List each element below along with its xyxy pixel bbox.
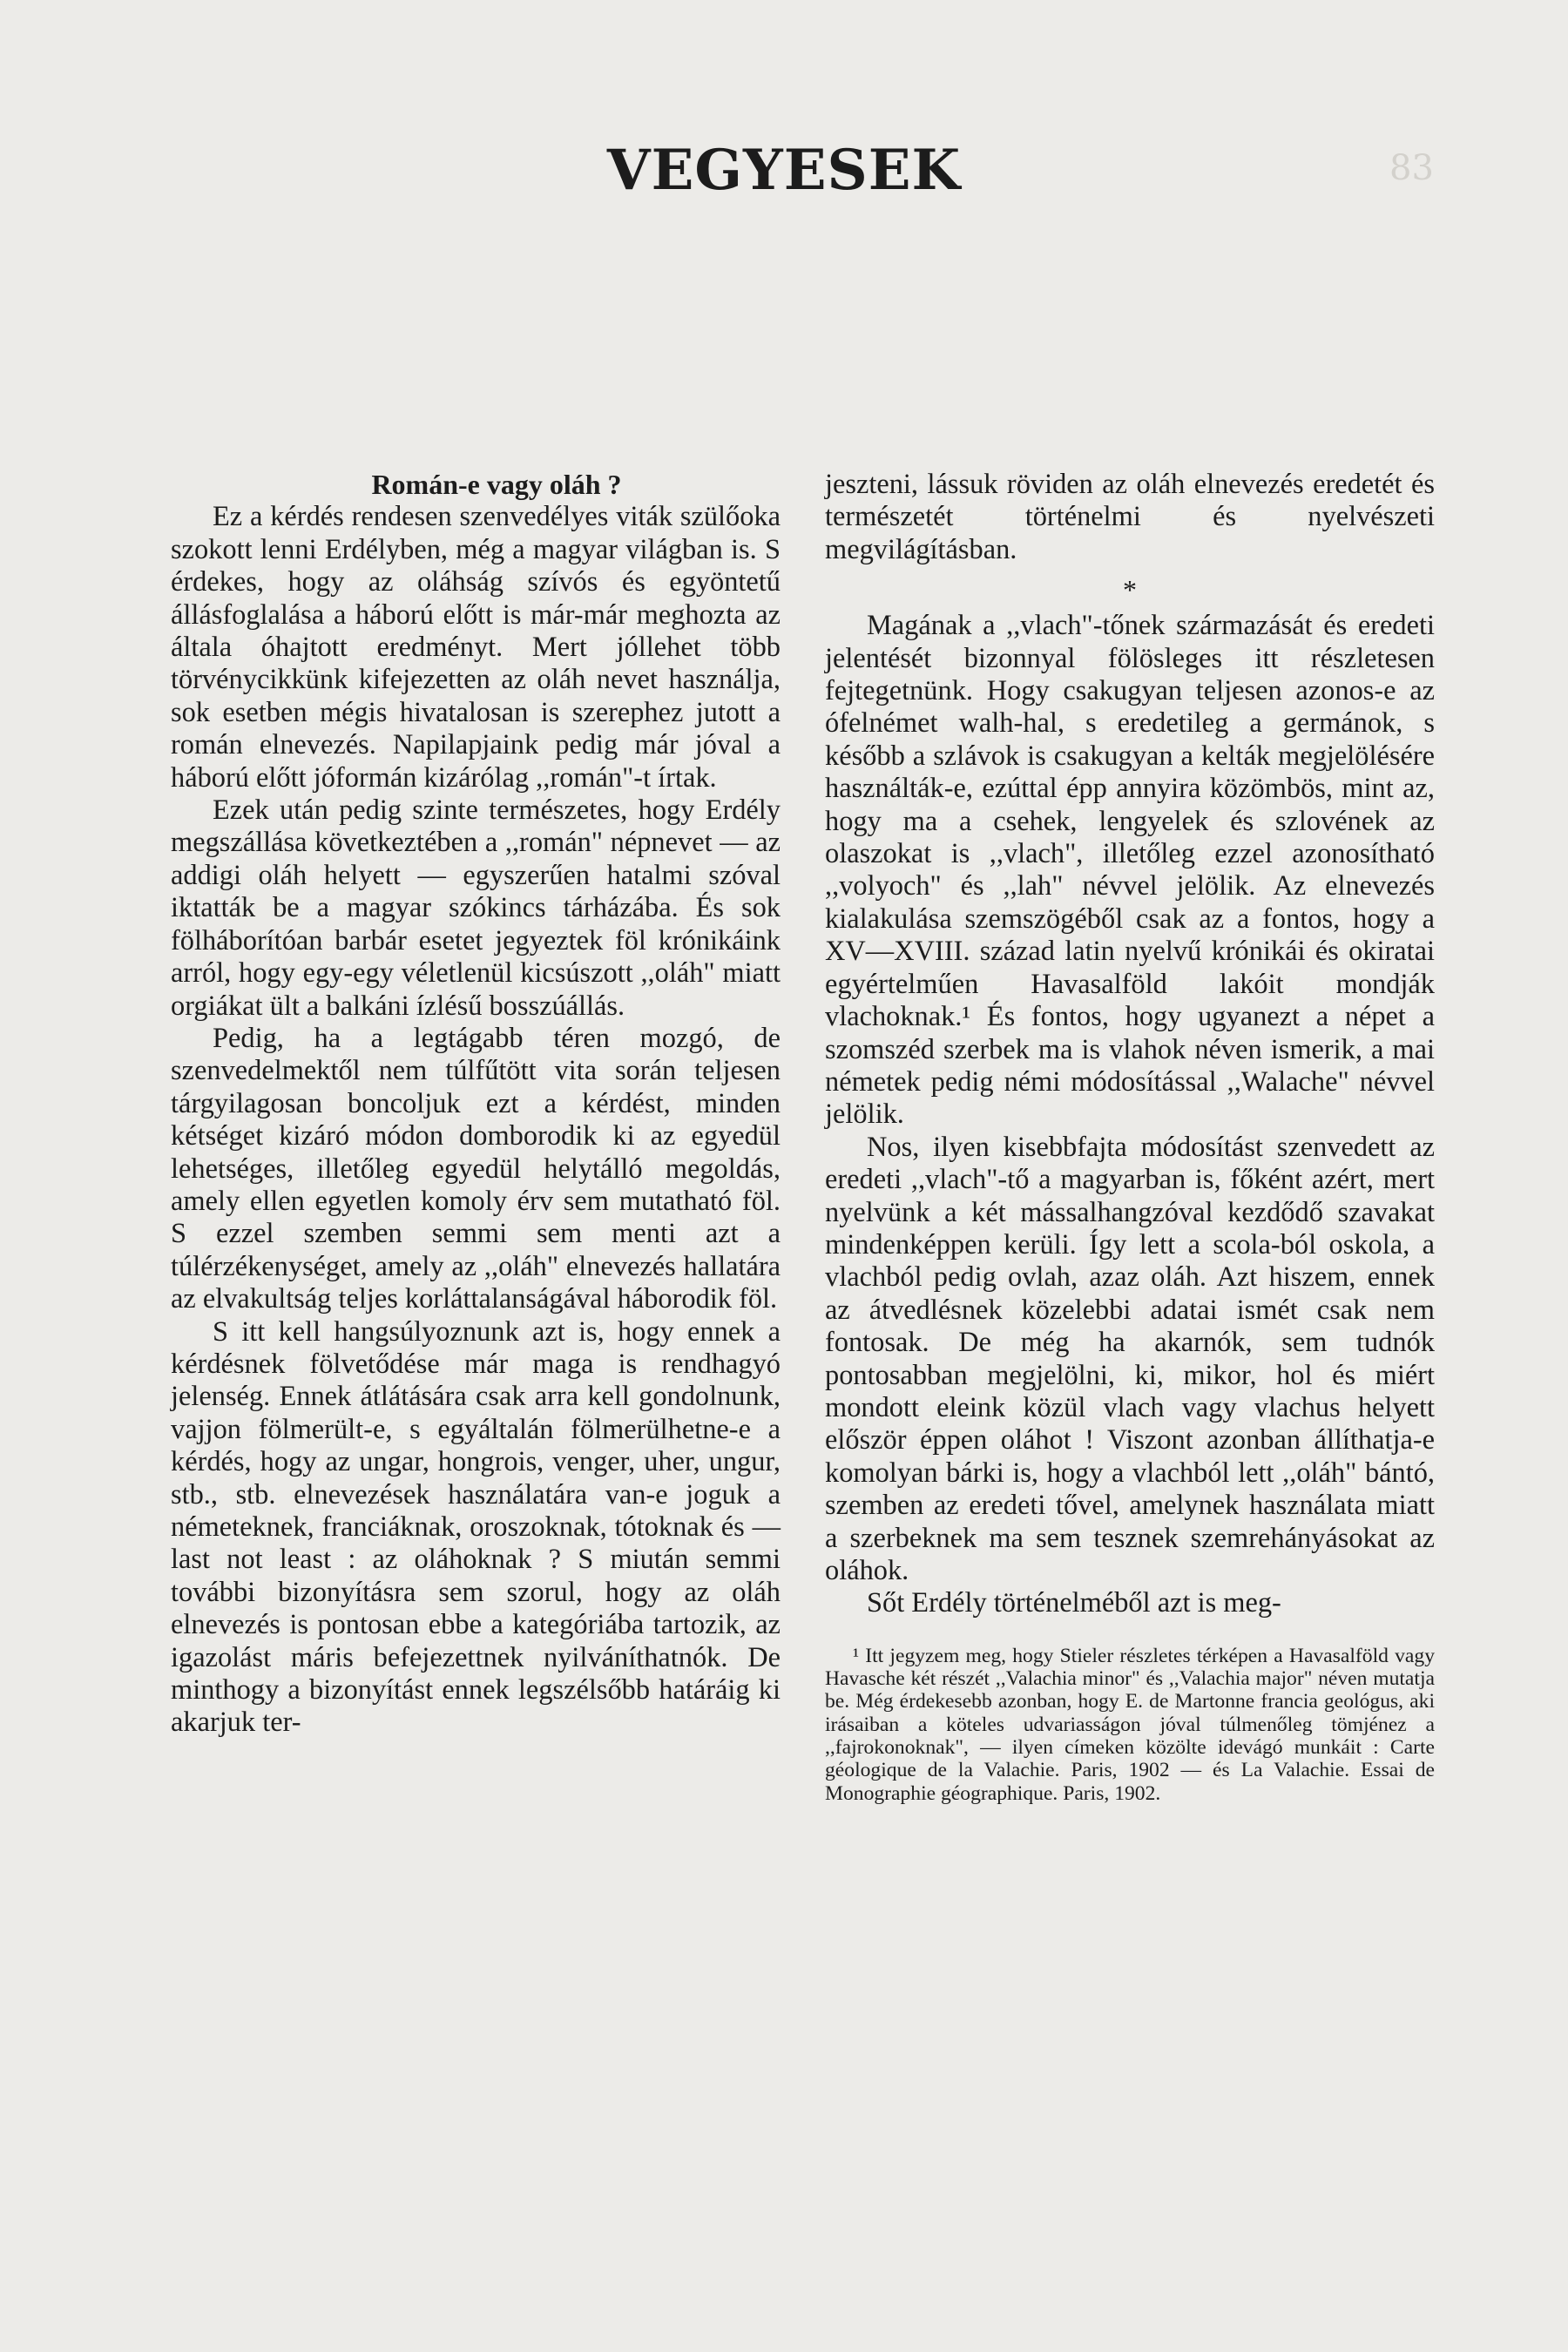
paragraph: Ez a kérdés rendesen szenvedélyes viták szülőoka szokott lenni Erdélyben, még a magyar világban is. S érdekes, hogy az oláhság szívós és egyöntetű állásfoglalása a háború előtt is már-már meghozta az általa óhajtott eredményt. Mert jóllehet több törvénycikkünk kifejezetten az oláh nevet használja, sok esetben mégis hivatalosan is szerephez jutott a román elnevezés. Napilapjaink pedig már jóval a háború előtt jóformán kizárólag ,,román"-t írtak. [171,501,781,794]
paragraph: Ezek után pedig szinte természetes, hogy Erdély megszállása következtében a ,,román" népnevet — az addigi oláh helyett — egyszerűen hatalmi szóval iktatták be a magyar szókincs tárházába. És sok fölháborítóan barbár esetet jegyeztek föl krónikáink arról, hogy egy-egy véletlenül kicsúszott ,,oláh" miatt orgiákat ült a balkáni ízlésű bosszúállás. [171,794,781,1022]
section-separator: * [1123,574,1137,606]
left-column [171,469,781,1740]
paragraph: Sőt Erdély történelméből azt is meg- [867,1587,1281,1619]
paragraph-continued: jeszteni, lássuk röviden az oláh elnevezés eredetét és természetét történelmi és nyelvészeti megvilágításban. [825,469,1435,565]
paragraph: Nos, ilyen kisebbfajta módosítást szenvedett az eredeti ,,vlach"-tő a magyarban is, főként azért, mert nyelvünk a két mássalhangzóval kezdődő szavakat mindenképpen kerüli. Így lett a scola-ból oskola, a vlachból pedig ovlah, azaz oláh. Azt hiszem, ennek az átvedlésnek közelebbi adatai ismét csak nem fontosak. De még ha akarnók, sem tudnók pontosabban megjelölni, ki, mikor, hol és miért mondott eleink közül vlach vagy vlachus helyett először éppen oláhot ! Viszont azonban állíthatja-e komolyan bárki is, hogy a vlachból lett ,,oláh" bántó, szemben az eredeti tővel, amelynek használata miatt a szerbeknek ma sem tesznek szemrehányásokat az oláhok. [825,1131,1435,1586]
page-number: 83 [1389,148,1434,188]
paragraph: Pedig, ha a legtágabb téren mozgó, de szenvedelmektől nem túlfűtött vita során teljesen tárgyilagosan boncoljuk ezt a kérdést, minden kétséget kizáró módon domborodik ki az egyedül lehetséges, illetőleg egyedül helytálló megoldás, amely ellen egyetlen komoly érv sem mutatható föl. S ezzel szemben semmi sem menti azt a túlérzékenységet, amely az ,,oláh" elnevezés hallatára az elvakultság teljes korláttalanságával háborodik föl. [171,1022,781,1315]
article-heading: Román-e vagy oláh ? [371,469,622,500]
page-title: VEGYESEK [606,138,962,203]
footnote-text: ¹ Itt jegyzem meg, hogy Stieler részletes térképen a Havasalföld vagy Havasche két részét ,,Valachia minor" és ,,Valachia major" néven mutatja be. Még érdekesebb azonban, hogy E. de Martonne francia geológus, aki irásaiban a köteles udvariasságon jóval túlmenőleg tömjénez a ,,fajrokonoknak", — ilyen címeken közölte idevágó munkáit : Carte géologique de la Valachie. Paris, 1902 — és La Valachie. Essai de Monographie géographique. Paris, 1902. [825,1644,1435,1805]
footnote [825,1645,1435,1805]
right-column [825,469,1435,1805]
paragraph: Magának a ,,vlach"-tőnek származását és eredeti jelentését bizonnyal fölösleges itt részletesen fejtegetnünk. Hogy csakugyan teljesen azonos-e az ófelnémet walh-hal, s eredetileg a germánok, s később a szlávok is csakugyan a kelták megjelölésére használták-e, ezúttal épp annyira közömbös, mint az, hogy ma a csehek, lengyelek és szlovének az olaszokat is ,,vlach", illetőleg ezzel azonosítható ,,volyoch" és ,,lah" névvel jelölik. Az elnevezés kialakulása szemszögéből csak az a fontos, hogy a XV—XVIII. század latin nyelvű krónikái és okiratai egyértelműen Havasalföld lakóit mondják vlachoknak.¹ És fontos, hogy ugyanezt a népet a szomszéd szerbek ma is vlahok néven ismerik, a mai németek pedig némi módosítással ,,Walache" névvel jelölik. [825,610,1435,1131]
paragraph: S itt kell hangsúlyoznunk azt is, hogy ennek a kérdésnek fölvetődése már maga is rendhagyó jelenség. Ennek átlátására csak arra kell gondolnunk, vajjon fölmerült-e, s egyáltalán fölmerülhetne-e a kérdés, hogy az ungar, hongrois, venger, uher, ungur, stb., stb. elnevezések használatára van-e joguk a németeknek, franciáknak, oroszoknak, tótoknak és — last not least : az oláhoknak ? S miután semmi további bizonyításra sem szorul, hogy az oláh elnevezés is pontosan ebbe a kategóriába tartozik, az igazolást máris befejezettnek nyilváníthatnók. De minthogy a bizonyítást ennek legszélsőbb határáig ki akarjuk ter- [171,1315,781,1739]
